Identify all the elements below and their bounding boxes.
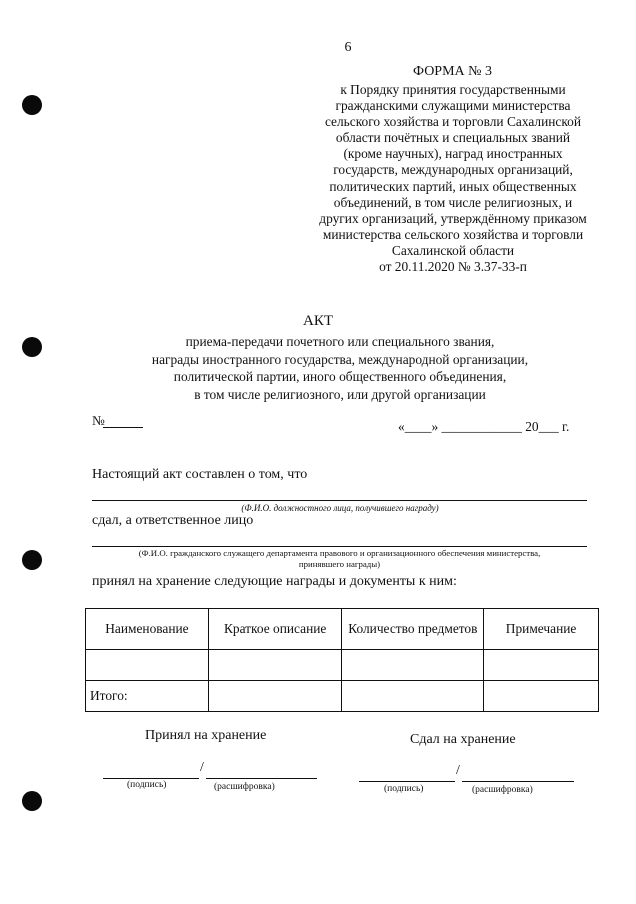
- col-header-description: Краткое описание: [208, 609, 342, 650]
- form-line: области почётных и специальных званий: [335, 130, 571, 146]
- awards-table: [85, 608, 599, 712]
- accepted-decode-caption: (расшифровка): [214, 782, 275, 792]
- act-number-label: №: [92, 413, 105, 428]
- handed-sign-caption: (подпись): [384, 784, 424, 794]
- form-line: других организаций, утверждённому приказом: [319, 210, 587, 226]
- handed-decode-caption: (расшифровка): [472, 785, 533, 795]
- binder-hole-2: [22, 337, 42, 357]
- employee-name-field[interactable]: [92, 546, 587, 547]
- accepted-heading: Принял на хранение: [145, 728, 267, 743]
- form-line: государств, международных организаций,: [333, 162, 573, 178]
- employee-caption: [92, 548, 587, 570]
- col-header-name: Наименование: [86, 609, 209, 650]
- binder-hole-4: [22, 791, 42, 811]
- table-cell[interactable]: [484, 650, 599, 681]
- handed-decode-field[interactable]: [462, 781, 574, 782]
- act-subtitle-line: награды иностранного государства, международной организации,: [151, 351, 529, 367]
- act-subtitle-line: в том числе религиозного, или другой организации: [194, 386, 486, 402]
- table-cell[interactable]: [342, 650, 484, 681]
- table-cell[interactable]: [208, 681, 342, 712]
- page-number: 6: [344, 40, 352, 55]
- table-cell[interactable]: [86, 650, 209, 681]
- accepted-text: принял на хранение следующие награды и документы к ним:: [92, 574, 457, 589]
- act-title: АКТ: [303, 313, 333, 329]
- intro-text: Настоящий акт составлен о том, что: [92, 467, 308, 482]
- form-title: ФОРМА № 3: [412, 64, 493, 79]
- handed-signature-field[interactable]: [359, 781, 455, 782]
- col-header-note: Примечание: [484, 609, 599, 650]
- handed-text: сдал, а ответственное лицо: [92, 513, 254, 528]
- form-line: министерства сельского хозяйства и торговли: [322, 226, 584, 242]
- form-line: (кроме научных), наград иностранных: [343, 146, 563, 162]
- form-line: от 20.11.2020 № 3.37-33-п: [379, 259, 527, 275]
- table-total-row: [86, 681, 599, 712]
- act-date-field[interactable]: «____» ____________ 20___ г.: [398, 419, 570, 434]
- table-cell[interactable]: [484, 681, 599, 712]
- form-line: к Порядку принятия государственными: [340, 82, 566, 97]
- form-line: политических партий, иных общественных: [329, 178, 577, 194]
- accepted-slash: /: [200, 760, 204, 775]
- binder-hole-1: [22, 95, 42, 115]
- table-row: [86, 650, 599, 681]
- col-header-quantity: Количество предметов: [342, 609, 484, 650]
- form-line: сельского хозяйства и торговли Сахалинской: [324, 114, 582, 130]
- binder-hole-3: [22, 550, 42, 570]
- act-subtitle: [100, 333, 580, 403]
- table-cell[interactable]: [342, 681, 484, 712]
- table-cell[interactable]: [208, 650, 342, 681]
- table-header-row: [86, 609, 599, 650]
- form-line: Сахалинской области: [391, 242, 515, 258]
- accepted-signature-field[interactable]: [103, 778, 199, 779]
- handed-slash: /: [456, 763, 460, 778]
- form-line: объединений, в том числе религиозных, и: [333, 194, 573, 210]
- act-subtitle-line: политической партии, иного общественного объединения,: [173, 369, 507, 384]
- act-number-field[interactable]: [103, 427, 143, 428]
- employee-caption-line: принявшего награды): [298, 559, 381, 569]
- accepted-sign-caption: (подпись): [127, 780, 167, 790]
- act-subtitle-line: приема-передачи почетного или специального звания,: [185, 334, 495, 349]
- recipient-name-field[interactable]: [92, 500, 587, 501]
- employee-caption-line: (Ф.И.О. гражданского служащего департамента правового и организационного обеспечения министерства,: [138, 548, 541, 558]
- accepted-decode-field[interactable]: [206, 778, 317, 779]
- recipient-caption: (Ф.И.О. должностного лица, получившего награду): [241, 503, 439, 513]
- handed-heading: Сдал на хранение: [410, 732, 516, 747]
- form-line: гражданскими служащими министерства: [335, 98, 571, 114]
- form-reference-block: [298, 82, 608, 275]
- total-label: Итого:: [86, 681, 209, 712]
